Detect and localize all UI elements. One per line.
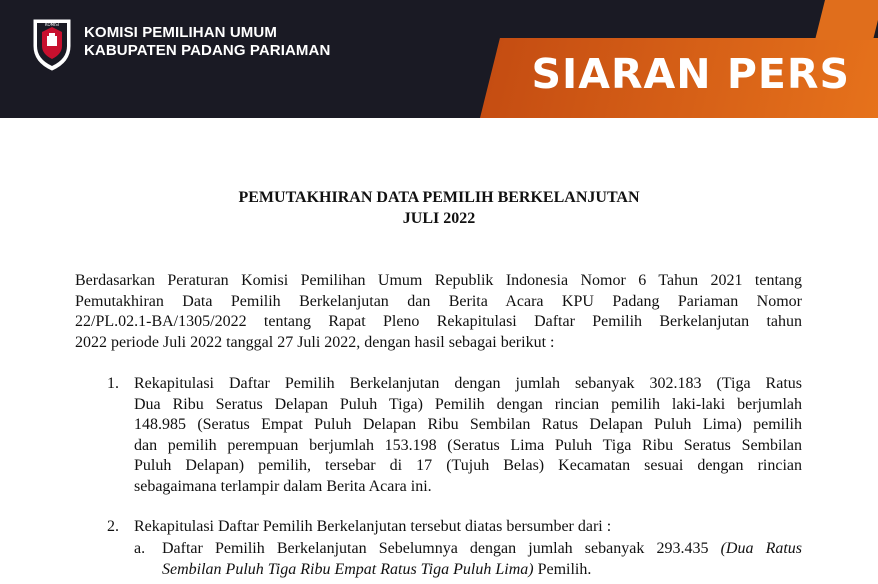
intro-line: 2022 periode Juli 2022 tanggal 27 Juli 2022, dengan hasil sebagai berikut : <box>75 333 555 351</box>
sub-a-italic-2: Sembilan Puluh Tiga Ribu Empat Ratus Tiga Puluh Lima) <box>162 560 534 578</box>
sub-a-normal-1: Daftar Pemilih Berkelanjutan Sebelumnya dengan jumlah sebanyak 293.435 <box>162 540 709 557</box>
item-2-number: 2. <box>107 518 119 535</box>
intro-line: Berdasarkan Peraturan Komisi Pemilihan Umum Republik Indonesia Nomor 6 Tahun 2021 tentang <box>75 272 802 289</box>
intro-line: Pemutakhiran Data Pemilih Berkelanjutan dan Berita Acara KPU Padang Pariaman Nomor <box>75 292 802 310</box>
item-1-line: dan pemilih perempuan berjumlah 153.198 (Seratus Lima Puluh Tiga Ribu Seratus Sembilan <box>134 436 802 454</box>
item-2-text: Rekapitulasi Daftar Pemilih Berkelanjutan tersebut diatas bersumber dari : <box>134 518 612 535</box>
organization-name <box>84 24 330 60</box>
orange-band-tip <box>815 0 878 40</box>
org-line-1: KOMISI PEMILIHAN UMUM <box>84 24 277 41</box>
sub-item-a-text <box>162 539 802 580</box>
item-1-number: 1. <box>107 375 119 392</box>
sub-a-italic-1: (Dua Ratus <box>720 540 803 557</box>
siaran-pers-banner: SIARAN PERS <box>531 50 850 98</box>
item-1-line: sebagaimana terlampir dalam Berita Acara ini. <box>134 477 432 495</box>
document-title-line-2: JULI 2022 <box>402 210 476 227</box>
item-1-line: Dua Ribu Seratus Delapan Puluh Tiga) Pemilih dengan rincian pemilih laki-laki berjumlah <box>134 395 802 413</box>
item-1-line: Puluh Delapan) pemilih, tersebar di 17 (Tujuh Belas) Kecamatan sesuai dengan rincian <box>134 457 802 474</box>
intro-paragraph <box>75 271 802 353</box>
item-1-text <box>134 374 802 497</box>
header-banner <box>0 0 878 118</box>
sub-a-normal-2: Pemilih. <box>537 560 592 578</box>
sub-item-a-line-1 <box>162 539 802 560</box>
item-1-line: 148.985 (Seratus Empat Puluh Delapan Ribu Sembilan Ratus Delapan Puluh Lima) pemilih <box>134 416 802 433</box>
svg-text:KOMISI: KOMISI <box>45 22 59 27</box>
intro-line: 22/PL.02.1-BA/1305/2022 tentang Rapat Pleno Rekapitulasi Daftar Pemilih Berkelanjutan tahun <box>75 313 802 330</box>
item-1-line: Rekapitulasi Daftar Pemilih Berkelanjutan dengan jumlah sebanyak 302.183 (Tiga Ratus <box>134 375 802 392</box>
sub-item-a-label: a. <box>134 540 146 557</box>
sub-item-a-line-2 <box>162 560 802 581</box>
document-title-line-1: PEMUTAKHIRAN DATA PEMILIH BERKELANJUTAN <box>238 189 640 206</box>
org-line-2: KABUPATEN PADANG PARIAMAN <box>84 42 331 59</box>
kpu-emblem-icon <box>28 16 76 72</box>
